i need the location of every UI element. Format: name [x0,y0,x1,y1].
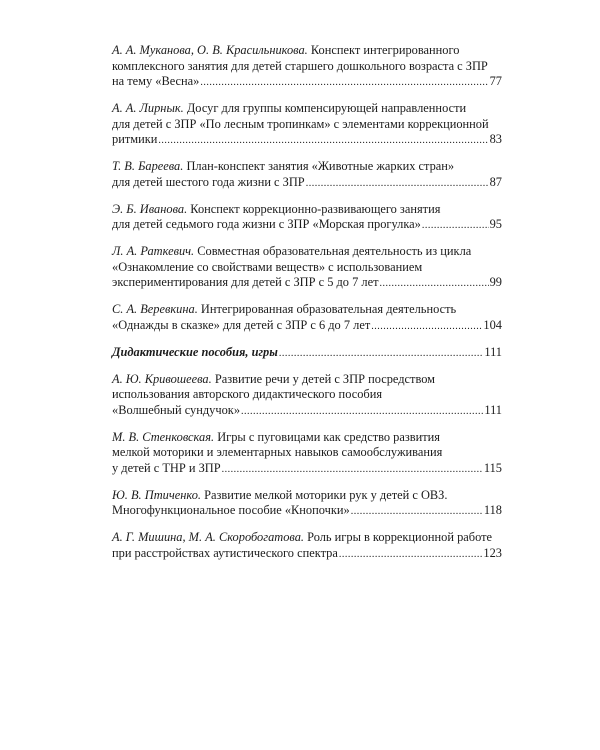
toc-line [112,461,502,478]
toc-line-text [112,461,221,477]
toc-line [112,302,502,318]
toc-line [112,430,502,446]
entry-title-text: Конспект интегрированного [310,43,460,57]
toc-line-text [112,202,440,216]
toc-entry [112,101,502,149]
entry-title-text: Досуг для группы компенсирующей направленности [186,101,467,115]
entry-title-text: у детей с ТНР и ЗПР [112,460,221,475]
toc-line [112,372,502,388]
dot-leader [279,346,483,362]
page-number: 95 [489,217,502,231]
toc-entry [112,43,502,91]
page-number: 111 [484,344,502,359]
toc-line-text [112,101,466,115]
toc-line-text [112,74,199,90]
toc-line [112,159,502,175]
entry-title-text: использования авторского дидактического пособия [112,387,383,401]
entry-title-text: Роль игры в коррекционной работе [307,530,493,544]
entry-author: Ю. В. Птиченко. [112,487,202,502]
toc-line-text [112,260,422,274]
entry-author: А. А. Муканова, О. В. Красильникова. [112,43,308,57]
toc-line-text [112,59,488,73]
page-number: 118 [483,503,502,517]
toc-line-text [112,318,370,334]
toc-line-text [112,430,440,444]
entry-author: Л. А. Раткевич. [112,244,195,258]
toc-entry [112,244,502,292]
entry-author: М. В. Стенковская. [112,429,215,444]
toc-line [112,387,502,403]
entry-title-text: для детей шестого года жизни с ЗПР [112,174,305,189]
toc-line-text [112,159,454,173]
page-number: 87 [489,174,502,189]
entry-title-text: Интегрированная образовательная деятельность [200,302,457,316]
toc-line-text [112,387,382,401]
dot-leader [380,276,489,292]
toc-line-text [112,546,338,562]
toc-line [112,217,502,234]
toc-line-text [112,275,379,291]
toc-line-text [112,175,305,191]
entry-title-text: Конспект коррекционно-развивающего занятия [190,201,441,216]
entry-author: А. Ю. Кривошеева. [112,371,212,386]
entry-title-text: Совместная образовательная деятельность из цикла [197,244,472,258]
dot-leader [422,218,489,234]
toc-entry [112,202,502,234]
toc-line [112,345,502,362]
toc-line-text [112,132,157,148]
dot-leader [222,462,483,478]
toc-line [112,59,502,75]
toc-entry [112,488,502,520]
toc-line-text [112,530,492,544]
entry-title-text: на тему «Весна» [112,74,200,88]
entry-title-text: План-конспект занятия «Животные жарких стран» [186,159,455,173]
toc-line [112,275,502,292]
dot-leader [200,75,488,91]
entry-title-text: Многофункциональное пособие «Кнопочки» [112,503,350,517]
toc-section-heading [112,345,502,362]
toc-entry [112,372,502,420]
toc-line-text [112,488,447,502]
page-number: 77 [489,74,502,88]
toc-line [112,117,502,133]
toc-line [112,74,502,91]
page-number: 104 [483,317,502,332]
toc-line-text [112,372,435,386]
toc-line [112,546,502,563]
dot-leader [306,176,489,192]
toc-line-text [112,117,489,131]
toc-entry [112,530,502,562]
entry-title-text: Игры с пуговицами как средство развития [217,429,440,444]
toc-line [112,530,502,546]
entry-title-text: для детей седьмого года жизни с ЗПР «Морская прогулка» [112,217,421,231]
page-number: 83 [489,132,502,146]
dot-leader [351,504,483,520]
entry-title-text: «Волшебный сундучок» [112,402,241,417]
toc-line [112,244,502,260]
toc-line [112,202,502,218]
toc-entry [112,159,502,191]
toc-line [112,445,502,461]
toc-entry [112,430,502,478]
toc-line-text [112,403,240,419]
dot-leader [241,404,483,420]
toc-line [112,43,502,59]
toc-line [112,260,502,276]
entry-author: Э. Б. Иванова. [112,201,188,216]
page-number: 111 [484,402,502,417]
entry-title-text: экспериментирования для детей с ЗПР с 5 до 7 лет [112,275,379,289]
dot-leader [371,319,482,335]
toc-line-text [112,302,456,316]
toc-line [112,503,502,520]
entry-author: А. А. Лирнык. [112,101,184,115]
entry-title-text: мелкой моторики и элементарных навыков самообслуживания [112,445,443,459]
toc-line [112,175,502,192]
dot-leader [158,133,488,149]
entry-title-text: «Однажды в сказке» для детей с ЗПР с 6 до 7 лет [112,317,371,332]
entry-title-text: ритмики [112,132,158,146]
toc-line [112,488,502,504]
entry-author: А. Г. Мишина, М. А. Скоробогатова. [112,530,304,544]
toc-line-text [112,43,459,57]
entry-title-text: для детей с ЗПР «По лесным тропинкам» с элементами коррекционной [112,116,489,131]
entry-author: С. А. Веревкина. [112,302,198,316]
toc-line [112,403,502,420]
entry-title-text: Развитие мелкой моторики рук у детей с ОВЗ. [204,487,448,502]
entry-title-text: «Ознакомление со свойствами веществ» с использованием [112,259,423,274]
toc-line-text [112,503,350,519]
entry-title-text: комплексного занятия для детей старшего дошкольного возраста с ЗПР [112,58,488,73]
toc-line-text [112,244,471,258]
page-number: 123 [483,545,502,560]
dot-leader [339,547,483,563]
entry-title-text: Развитие речи у детей с ЗПР посредством [214,371,436,386]
table-of-contents [112,43,502,573]
section-title: Дидактические пособия, игры [112,344,278,359]
page-number: 115 [483,460,502,475]
entry-title-text: при расстройствах аутистического спектра [112,545,338,560]
toc-line-text [112,445,442,459]
toc-line [112,318,502,335]
toc-line [112,132,502,149]
toc-line-text [112,217,421,233]
page-number: 99 [489,275,502,289]
toc-entry [112,302,502,334]
toc-line [112,101,502,117]
entry-author: Т. В. Бареева. [112,159,184,173]
